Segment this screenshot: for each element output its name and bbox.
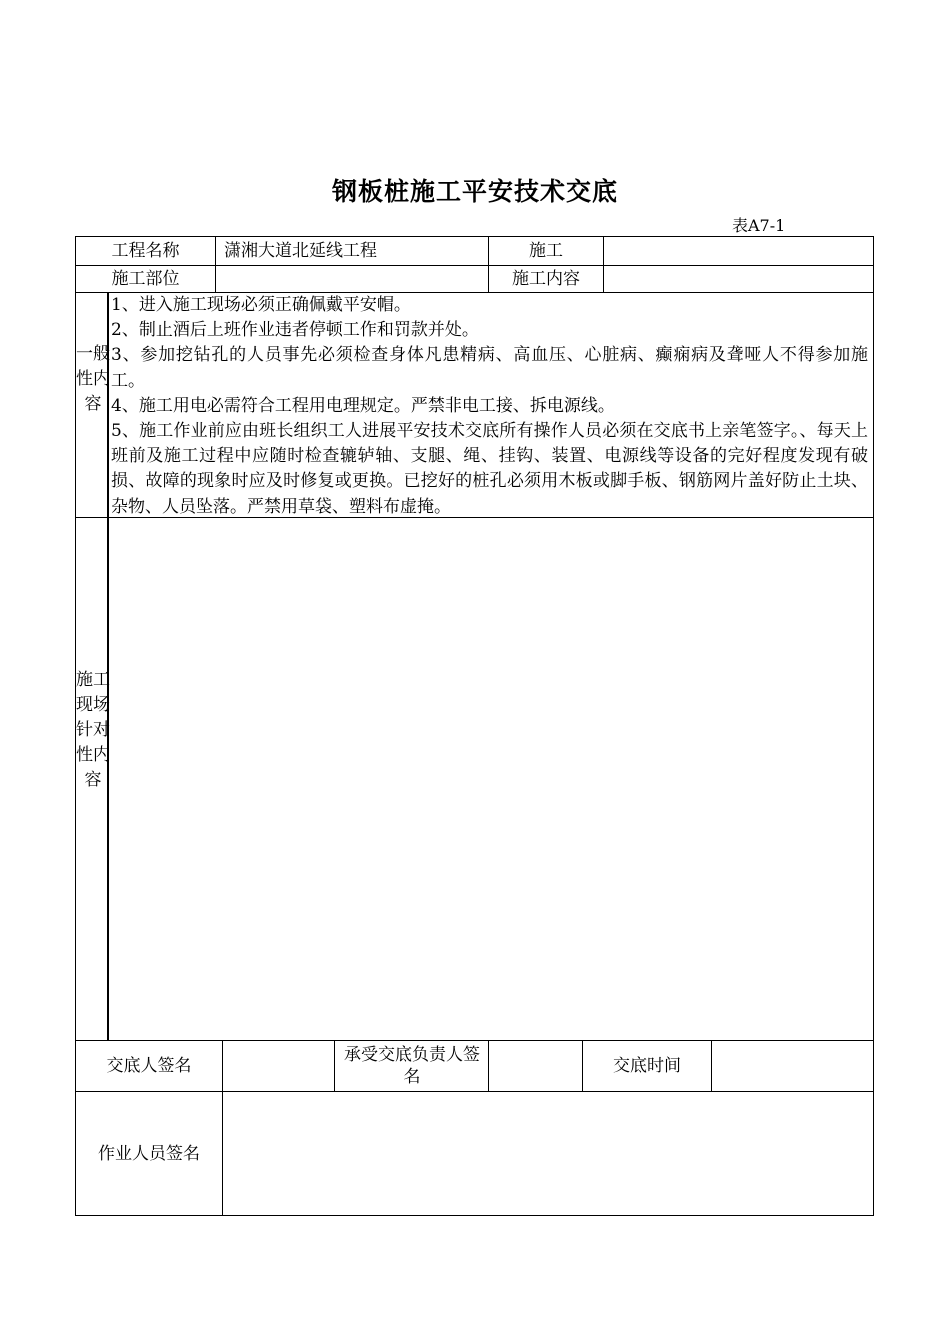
- general-content-label: 一般性内容: [76, 344, 110, 414]
- site-label: 施工部位: [111, 269, 180, 289]
- site-specific-content[interactable]: [112, 522, 868, 1036]
- column-divider: [334, 1040, 335, 1092]
- workers-label: 作业人员签名: [98, 1143, 200, 1164]
- receiver-label: 承受交底负责人签名: [344, 1045, 480, 1087]
- column-divider: [215, 236, 216, 293]
- column-divider: [603, 236, 604, 293]
- project-name-value[interactable]: 潇湘大道北延线工程: [224, 241, 377, 261]
- list-item: 3、参加挖钻孔的人员事先必须检查身体凡患精病、高血压、心脏病、癫痫病及聋哑人不得参加施工。: [111, 345, 868, 391]
- receiver-signature[interactable]: [489, 1041, 582, 1091]
- project-name-label: 工程名称: [111, 241, 180, 261]
- table-number: 表A7-1: [732, 216, 786, 235]
- list-item: 1、进入施工现场必须正确佩戴平安帽。: [111, 295, 411, 315]
- workers-signature[interactable]: [223, 1092, 872, 1215]
- disclosure-time[interactable]: [712, 1041, 872, 1091]
- list-item: 4、施工用电必需符合工程用电理规定。严禁非电工接、拆电源线。: [111, 395, 615, 416]
- construction-label: 施工: [529, 241, 563, 261]
- list-item: 2、制止酒后上班作业违者停顿工作和罚款并处。: [111, 320, 479, 341]
- content-label: 施工内容: [512, 269, 580, 289]
- list-item: 5、施工作业前应由班长组织工人进展平安技术交底所有操作人员必须在交底书上亲笔签字。、每天上班前及施工过程中应随时检查辘轳轴、支腿、绳、挂钩、装置、电源线等设备的完好程度发现有破损、故障的现象时应及时修复或更换。已挖好的桩孔必须用木板或脚手板、钢筋网片盖好防止土块、杂物、人员坠落。严禁用草袋、塑料布虚掩。: [111, 421, 868, 517]
- general-content-list: [108, 293, 868, 520]
- discloser-label: 交底人签名: [106, 1056, 192, 1076]
- construction-value[interactable]: [610, 237, 872, 265]
- discloser-signature[interactable]: [223, 1041, 334, 1091]
- content-value[interactable]: [610, 266, 872, 292]
- document-title: 钢板桩施工平安技术交底: [331, 177, 618, 206]
- site-value[interactable]: [224, 266, 486, 292]
- time-label: 交底时间: [613, 1056, 681, 1076]
- site-specific-label: 施工现场针对性内容: [76, 670, 110, 790]
